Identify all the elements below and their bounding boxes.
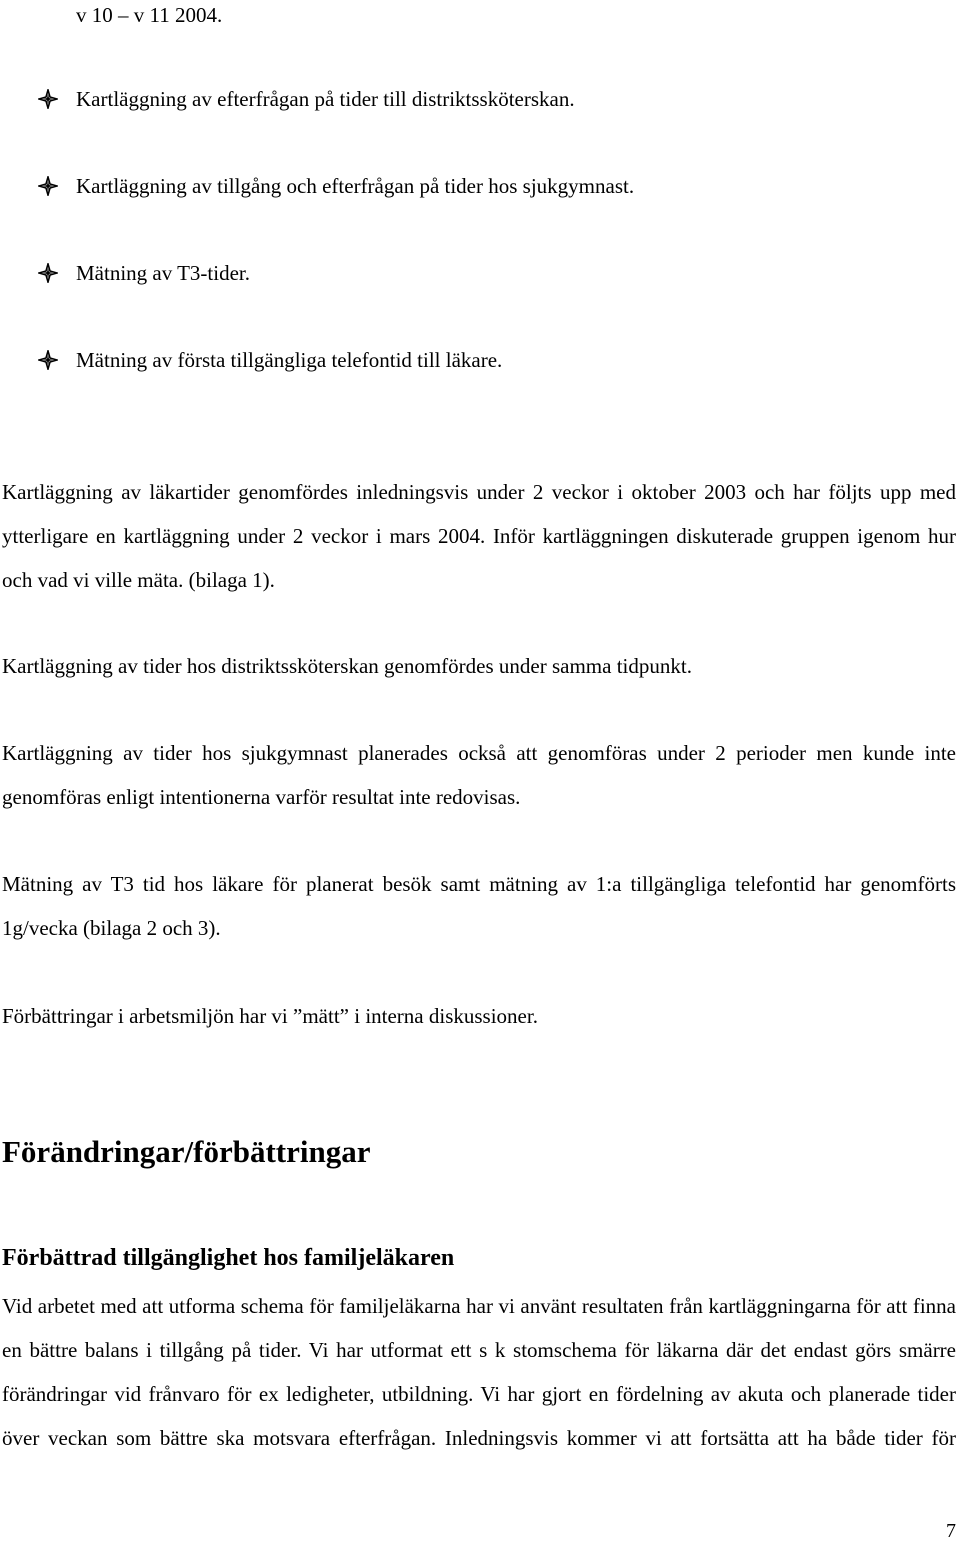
- bullet-text: Mätning av första tillgängliga telefontid till läkare.: [76, 348, 503, 372]
- bullet-item: [38, 173, 634, 199]
- page-number: 7: [946, 1520, 956, 1542]
- header-fragment: v 10 – v 11 2004.: [76, 3, 223, 27]
- bullet-item: [38, 260, 250, 286]
- section-heading: Förändringar/förbättringar: [2, 1134, 371, 1169]
- bullet-text: Mätning av T3-tider.: [76, 261, 250, 285]
- bullet-text: Kartläggning av efterfrågan på tider till distriktssköterskan.: [76, 87, 575, 111]
- bullet-text: Kartläggning av tillgång och efterfrågan på tider hos sjukgymnast.: [76, 174, 635, 198]
- bullet-item: [38, 86, 575, 112]
- paragraph-sjukgymnast: Kartläggning av tider hos sjukgymnast planerades också att genomföras under 2 perioder men kunde inte genomföras enligt intentionerna varför resultat inte redovisas.: [2, 741, 956, 809]
- paragraph-arbetsmiljo: Förbättringar i arbetsmiljön har vi ”mätt” i interna diskussioner.: [2, 1004, 538, 1028]
- diamond-bullet-icon: [38, 263, 58, 283]
- subsection-heading: Förbättrad tillgänglighet hos familjeläkaren: [2, 1245, 455, 1271]
- diamond-bullet-icon: [38, 176, 58, 196]
- bullet-item: [38, 347, 502, 373]
- paragraph-distriktskoterska: Kartläggning av tider hos distriktssköterskan genomfördes under samma tidpunkt.: [2, 654, 692, 678]
- paragraph-t3-matning: Mätning av T3 tid hos läkare för planerat besök samt mätning av 1:a tillgängliga telefontid har genomförts 1g/vecka (bilaga 2 och 3).: [2, 872, 956, 940]
- paragraph-kartlaggning-lakartider: Kartläggning av läkartider genomfördes inledningsvis under 2 veckor i oktober 2003 och har följts upp med ytterligare en kartläggning under 2 veckor i mars 2004. Inför kartläggningen diskuterade gruppen igenom hur och vad vi ville mäta. (bilaga 1).: [2, 480, 956, 592]
- paragraph-schema: Vid arbetet med att utforma schema för familjeläkarna har vi använt resultaten från kartläggningarna för att finna en bättre balans i tillgång på tider. Vi har utformat ett s k stomschema för läkarna där det endast görs smärre förändringar vid frånvaro för ex ledigheter, utbildning. Vi har gjort en fördelning av akuta och planerade tider över veckan som bättre ska motsvara efterfrågan. Inledningsvis kommer vi att fortsätta att ha både tider för: [2, 1294, 956, 1450]
- diamond-bullet-icon: [38, 89, 58, 109]
- diamond-bullet-icon: [38, 350, 58, 370]
